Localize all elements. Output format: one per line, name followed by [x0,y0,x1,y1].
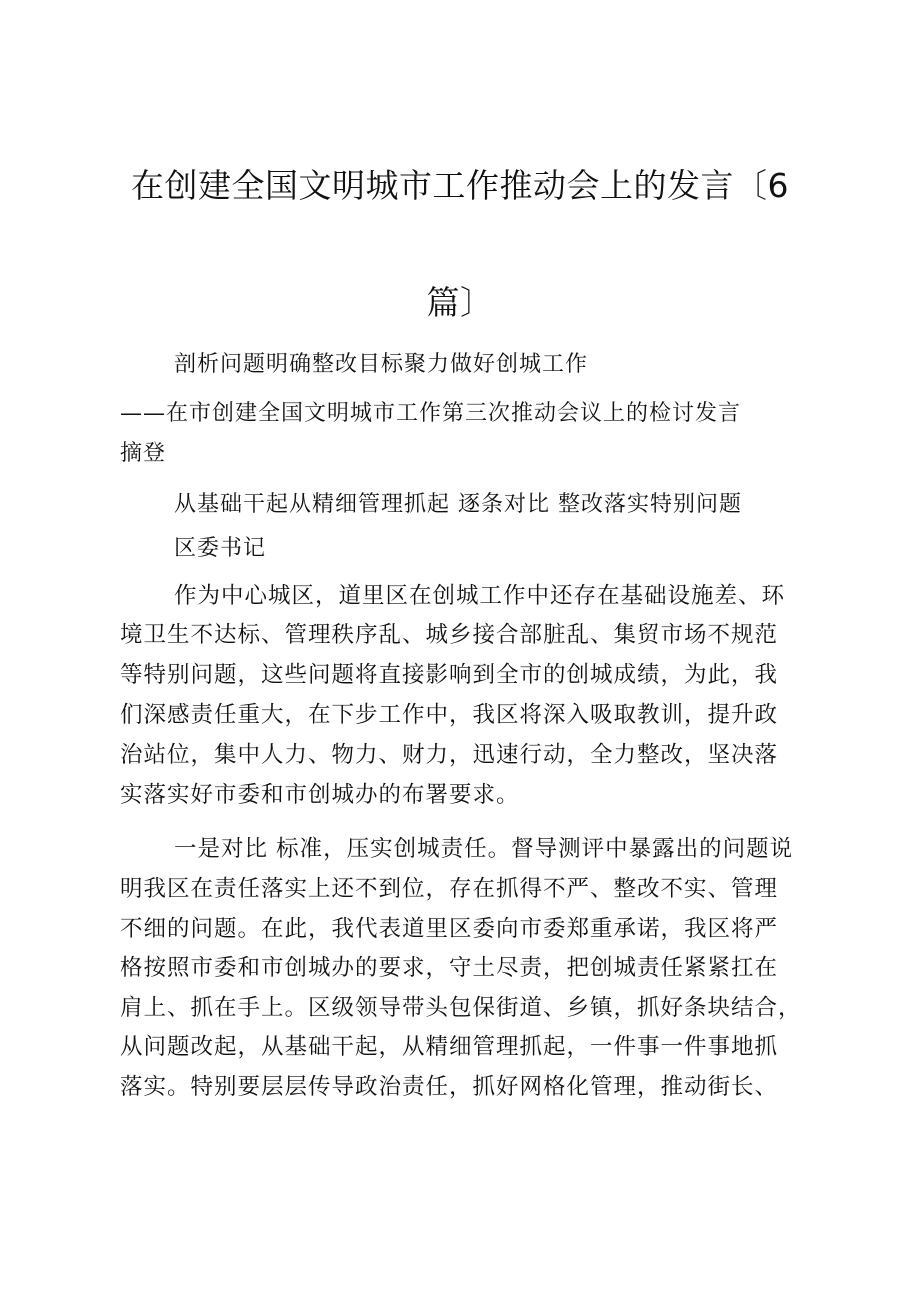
section-heading: 从基础干起从精细管理抓起 逐条对比 整改落实特别问题 [174,492,742,517]
paragraph-line: 等特别问题，这些问题将直接影响到全市的创城成绩，为此，我 [120,662,779,688]
document-title-line-1: 在创建全国文明城市工作推动会上的发言〔6 [131,166,789,205]
paragraph-line: 境卫生不达标、管理秩序乱、城乡接合部脏乱、集贸市场不规范 [120,622,779,648]
subtitle-event: ——在市创建全国文明城市工作第三次推动会议上的检讨发言 [120,401,742,426]
paragraph-line: 们深感责任重大，在下步工作中，我区将深入吸取教训，提升政 [120,702,779,728]
paragraph-line: 治站位，集中人力、物力、财力，迅速行动，全力整改，坚决落 [120,742,779,768]
author-line: 区委书记 [174,536,267,561]
subtitle-excerpt: 摘登 [120,441,167,466]
paragraph-line: 一是对比 标准，压实创城责任。督导测评中暴露出的问题说 [174,836,794,862]
paragraph-line: 从问题改起，从基础干起，从精细管理抓起，一件事一件事地抓 [120,1034,779,1060]
paragraph-line: 不细的问题。在此，我代表道里区委向市委郑重承诺，我区将严 [120,916,779,942]
paragraph-line: 明我区在责任落实上还不到位，存在抓得不严、整改不实、管理 [120,876,779,902]
paragraph-line: 落实。特别要层层传导政治责任，抓好网格化管理，推动街长、 [120,1074,779,1100]
paragraph-line: 肩上、抓在手上。区级领导带头包保街道、乡镇，抓好条块结合， [120,995,802,1021]
subtitle: 剖析问题明确整改目标聚力做好创城工作 [174,352,589,377]
paragraph-line: 作为中心城区，道里区在创城工作中还存在基础设施差、环 [174,583,786,609]
document-title-line-2: 篇〕 [426,283,494,322]
paragraph-line: 格按照市委和市创城办的要求，守土尽责，把创城责任紧紧扛在 [120,955,779,981]
paragraph-line: 实落实好市委和市创城办的布署要求。 [120,782,520,808]
